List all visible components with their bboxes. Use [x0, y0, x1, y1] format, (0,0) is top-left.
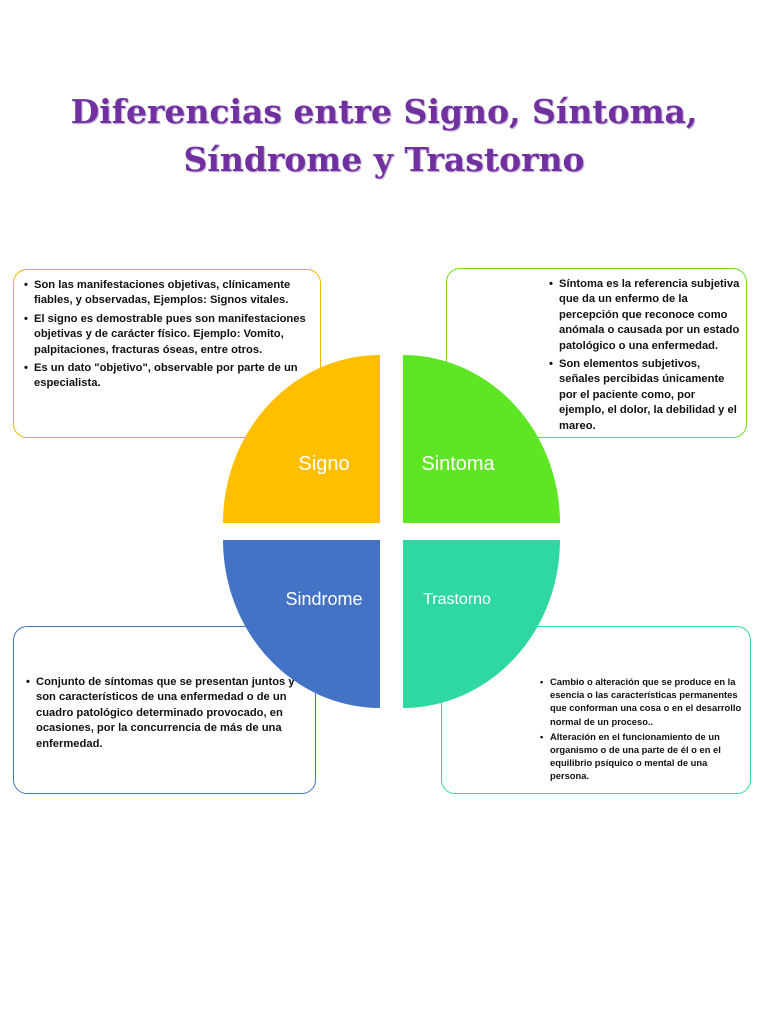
signo-label: Signo	[298, 453, 350, 475]
trastorno-item-2: • Alteración en el funcionamiento de un organismo o de una parte de él o en el equilibrio psíquico o mental de una persona.	[540, 730, 744, 783]
sintoma-item-2: • Son elementos subjetivos, señales percibidas únicamente por el paciente como, por ejemplo, el dolor, la debilidad y el mareo.	[549, 357, 740, 434]
signo-quadrant	[223, 355, 380, 523]
sintoma-label: Sintoma	[421, 453, 495, 475]
trastorno-item-1: • Cambio o alteración que se produce en la esencia o las características permanentes que conforman una cosa o en el desarrollo normal de un proceso..	[540, 675, 744, 728]
title-line-2: Síndrome y Trastorno	[183, 140, 585, 179]
sindrome-quadrant	[223, 540, 380, 708]
sintoma-quadrant	[403, 355, 560, 523]
sintoma-item-1: • Síntoma es la referencia subjetiva que da un enfermo de la percepción que reconoce como anómala o causada por un estado patológico o una enfermedad.	[549, 277, 740, 354]
title-line-1: Diferencias entre Signo, Síntoma,	[70, 92, 698, 131]
sindrome-item-1: • Conjunto de síntomas que se presentan juntos y son característicos de una enfermedad o de un cuadro patológico determinado provocado, en ocasiones, por la concurrencia de más de una enfermedad.	[26, 675, 307, 752]
trastorno-label: Trastorno	[423, 591, 491, 608]
signo-item-3: • Es un dato "objetivo", observable por parte de un especialista.	[24, 361, 312, 392]
trastorno-quadrant	[403, 540, 560, 708]
signo-item-2: • El signo es demostrable pues son manifestaciones objetivas y de carácter físico. Ejemplo: Vomito, palpitaciones, fracturas óseas, entre otros.	[24, 312, 312, 358]
signo-item-1: • Son las manifestaciones objetivas, clínicamente fiables, y observadas, Ejemplos: Signos vitales.	[24, 278, 312, 309]
sindrome-label: Sindrome	[285, 589, 363, 609]
